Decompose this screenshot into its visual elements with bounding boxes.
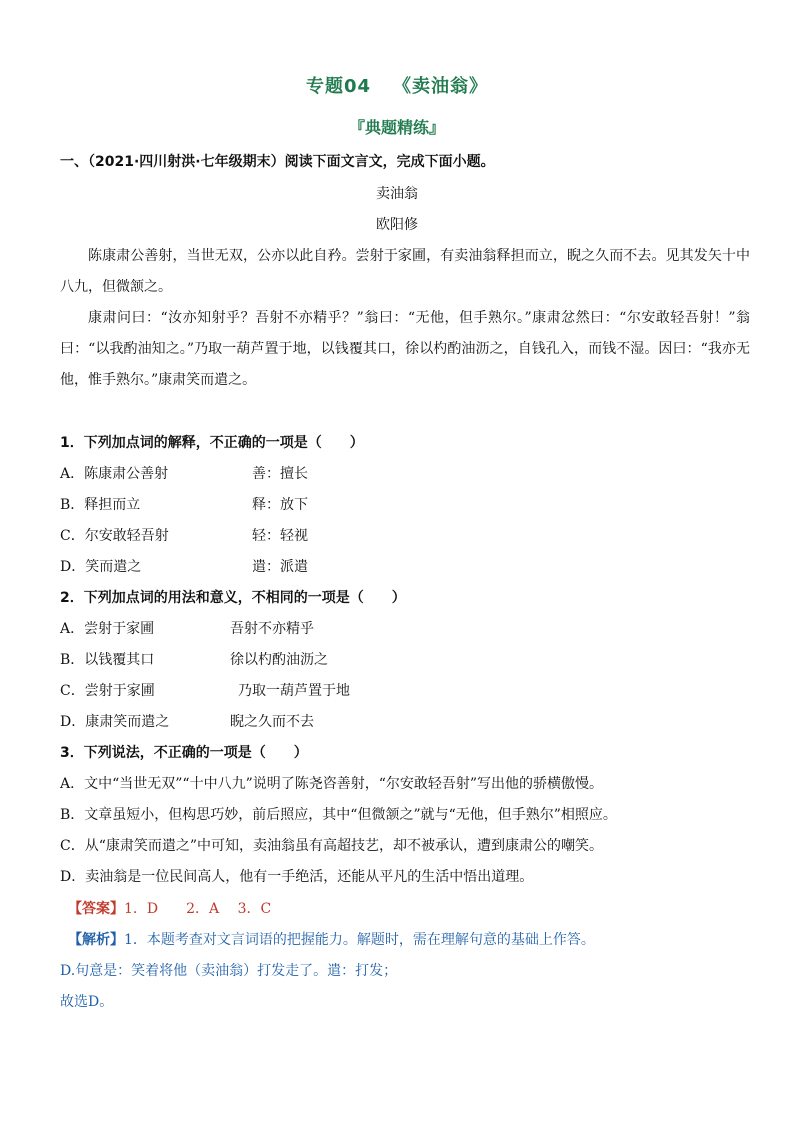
passage-paragraph-1: 陈康肃公善射，当世无双，公亦以此自矜。尝射于家圃，有卖油翁释担而立，睨之久而不去。见其发矢十中八九，但微颔之。 <box>60 248 750 295</box>
q2-option-d-compare: 睨之久而不去 <box>230 714 314 730</box>
q2-option-a-text: A．尝射于家圃 <box>60 621 155 637</box>
q2-option-d <box>60 712 314 732</box>
analysis-label: 【解析】 <box>68 932 124 948</box>
section-heading: 『典题精练』 <box>348 118 445 137</box>
q1-option-b-gloss: 释：放下 <box>252 497 308 513</box>
passage-title: 卖油翁 <box>376 186 418 202</box>
q1-option-b-text: B．释担而立 <box>60 497 141 513</box>
q2-option-a-compare: 吾射不亦精乎 <box>230 621 314 637</box>
q1-option-c-gloss: 轻：轻视 <box>252 528 308 544</box>
page-title <box>0 72 794 98</box>
answer-label: 【答案】 <box>68 901 124 917</box>
analysis-line-3: 故选D。 <box>60 994 114 1010</box>
q2-option-a <box>60 619 314 639</box>
q1-stem: 1．下列加点词的解释，不正确的一项是（ ） <box>60 435 364 451</box>
q1-option-d <box>60 557 308 577</box>
q1-option-a-gloss: 善：擅长 <box>252 466 308 482</box>
q2-option-c-text: C．尝射于家圃 <box>60 683 155 699</box>
answer-line <box>68 899 271 919</box>
q2-stem: 2．下列加点词的用法和意义，不相同的一项是（ ） <box>60 590 406 606</box>
passage-author: 欧阳修 <box>376 217 418 233</box>
q2-option-b <box>60 650 328 670</box>
question-intro: 一、（2021·四川射洪·七年级期末）阅读下面文言文，完成下面小题。 <box>60 154 495 170</box>
q1-option-b <box>60 495 308 515</box>
answer-text: 1．D 2．A 3．C <box>124 901 272 917</box>
q3-option-b: B．文章虽短小，但构思巧妙，前后照应，其中“但微颔之”就与“无他，但手熟尔”相照应。 <box>60 807 617 823</box>
q2-option-c-compare: 乃取一葫芦置于地 <box>238 683 350 699</box>
analysis-line-2: D.句意是：笑着将他（卖油翁）打发走了。遣：打发； <box>60 963 398 979</box>
q1-option-a <box>60 464 308 484</box>
q1-option-c-text: C．尔安敢轻吾射 <box>60 528 169 544</box>
q2-option-b-compare: 徐以杓酌油沥之 <box>230 652 328 668</box>
q3-option-c: C．从“康肃笑而遣之”中可知，卖油翁虽有高超技艺，却不被承认，遭到康肃公的嘲笑。 <box>60 838 604 854</box>
q2-option-d-text: D．康肃笑而遣之 <box>60 714 170 730</box>
title-main: 专题04 <box>305 76 372 97</box>
q2-option-b-text: B．以钱覆其口 <box>60 652 155 668</box>
title-sub: 《卖油翁》 <box>393 76 489 97</box>
analysis-line-1 <box>68 930 595 950</box>
q1-option-d-text: D．笑而遣之 <box>60 559 142 575</box>
passage-paragraph-2: 康肃问曰：“汝亦知射乎？吾射不亦精乎？”翁曰：“无他，但手熟尔。”康肃忿然曰：“尔安敢轻吾射！”翁曰：“以我酌油知之。”乃取一葫芦置于地，以钱覆其口，徐以杓酌油沥之，自钱孔入，而钱不湿。因曰：“我亦无他，惟手熟尔。”康肃笑而遣之。 <box>60 310 750 388</box>
analysis-text-1: 1．本题考查对文言词语的把握能力。解题时，需在理解句意的基础上作答。 <box>124 932 595 948</box>
q1-option-c <box>60 526 308 546</box>
q1-option-d-gloss: 遣：派遣 <box>252 559 308 575</box>
q1-option-a-text: A．陈康肃公善射 <box>60 466 169 482</box>
q3-option-d: D．卖油翁是一位民间高人，他有一手绝活，还能从平凡的生活中悟出道理。 <box>60 869 534 885</box>
q3-option-a: A．文中“当世无双”“十中八九”说明了陈尧咨善射，“尔安敢轻吾射”写出他的骄横傲慢。 <box>60 776 604 792</box>
q3-stem: 3．下列说法，不正确的一项是（ ） <box>60 745 308 761</box>
q2-option-c <box>60 681 350 701</box>
